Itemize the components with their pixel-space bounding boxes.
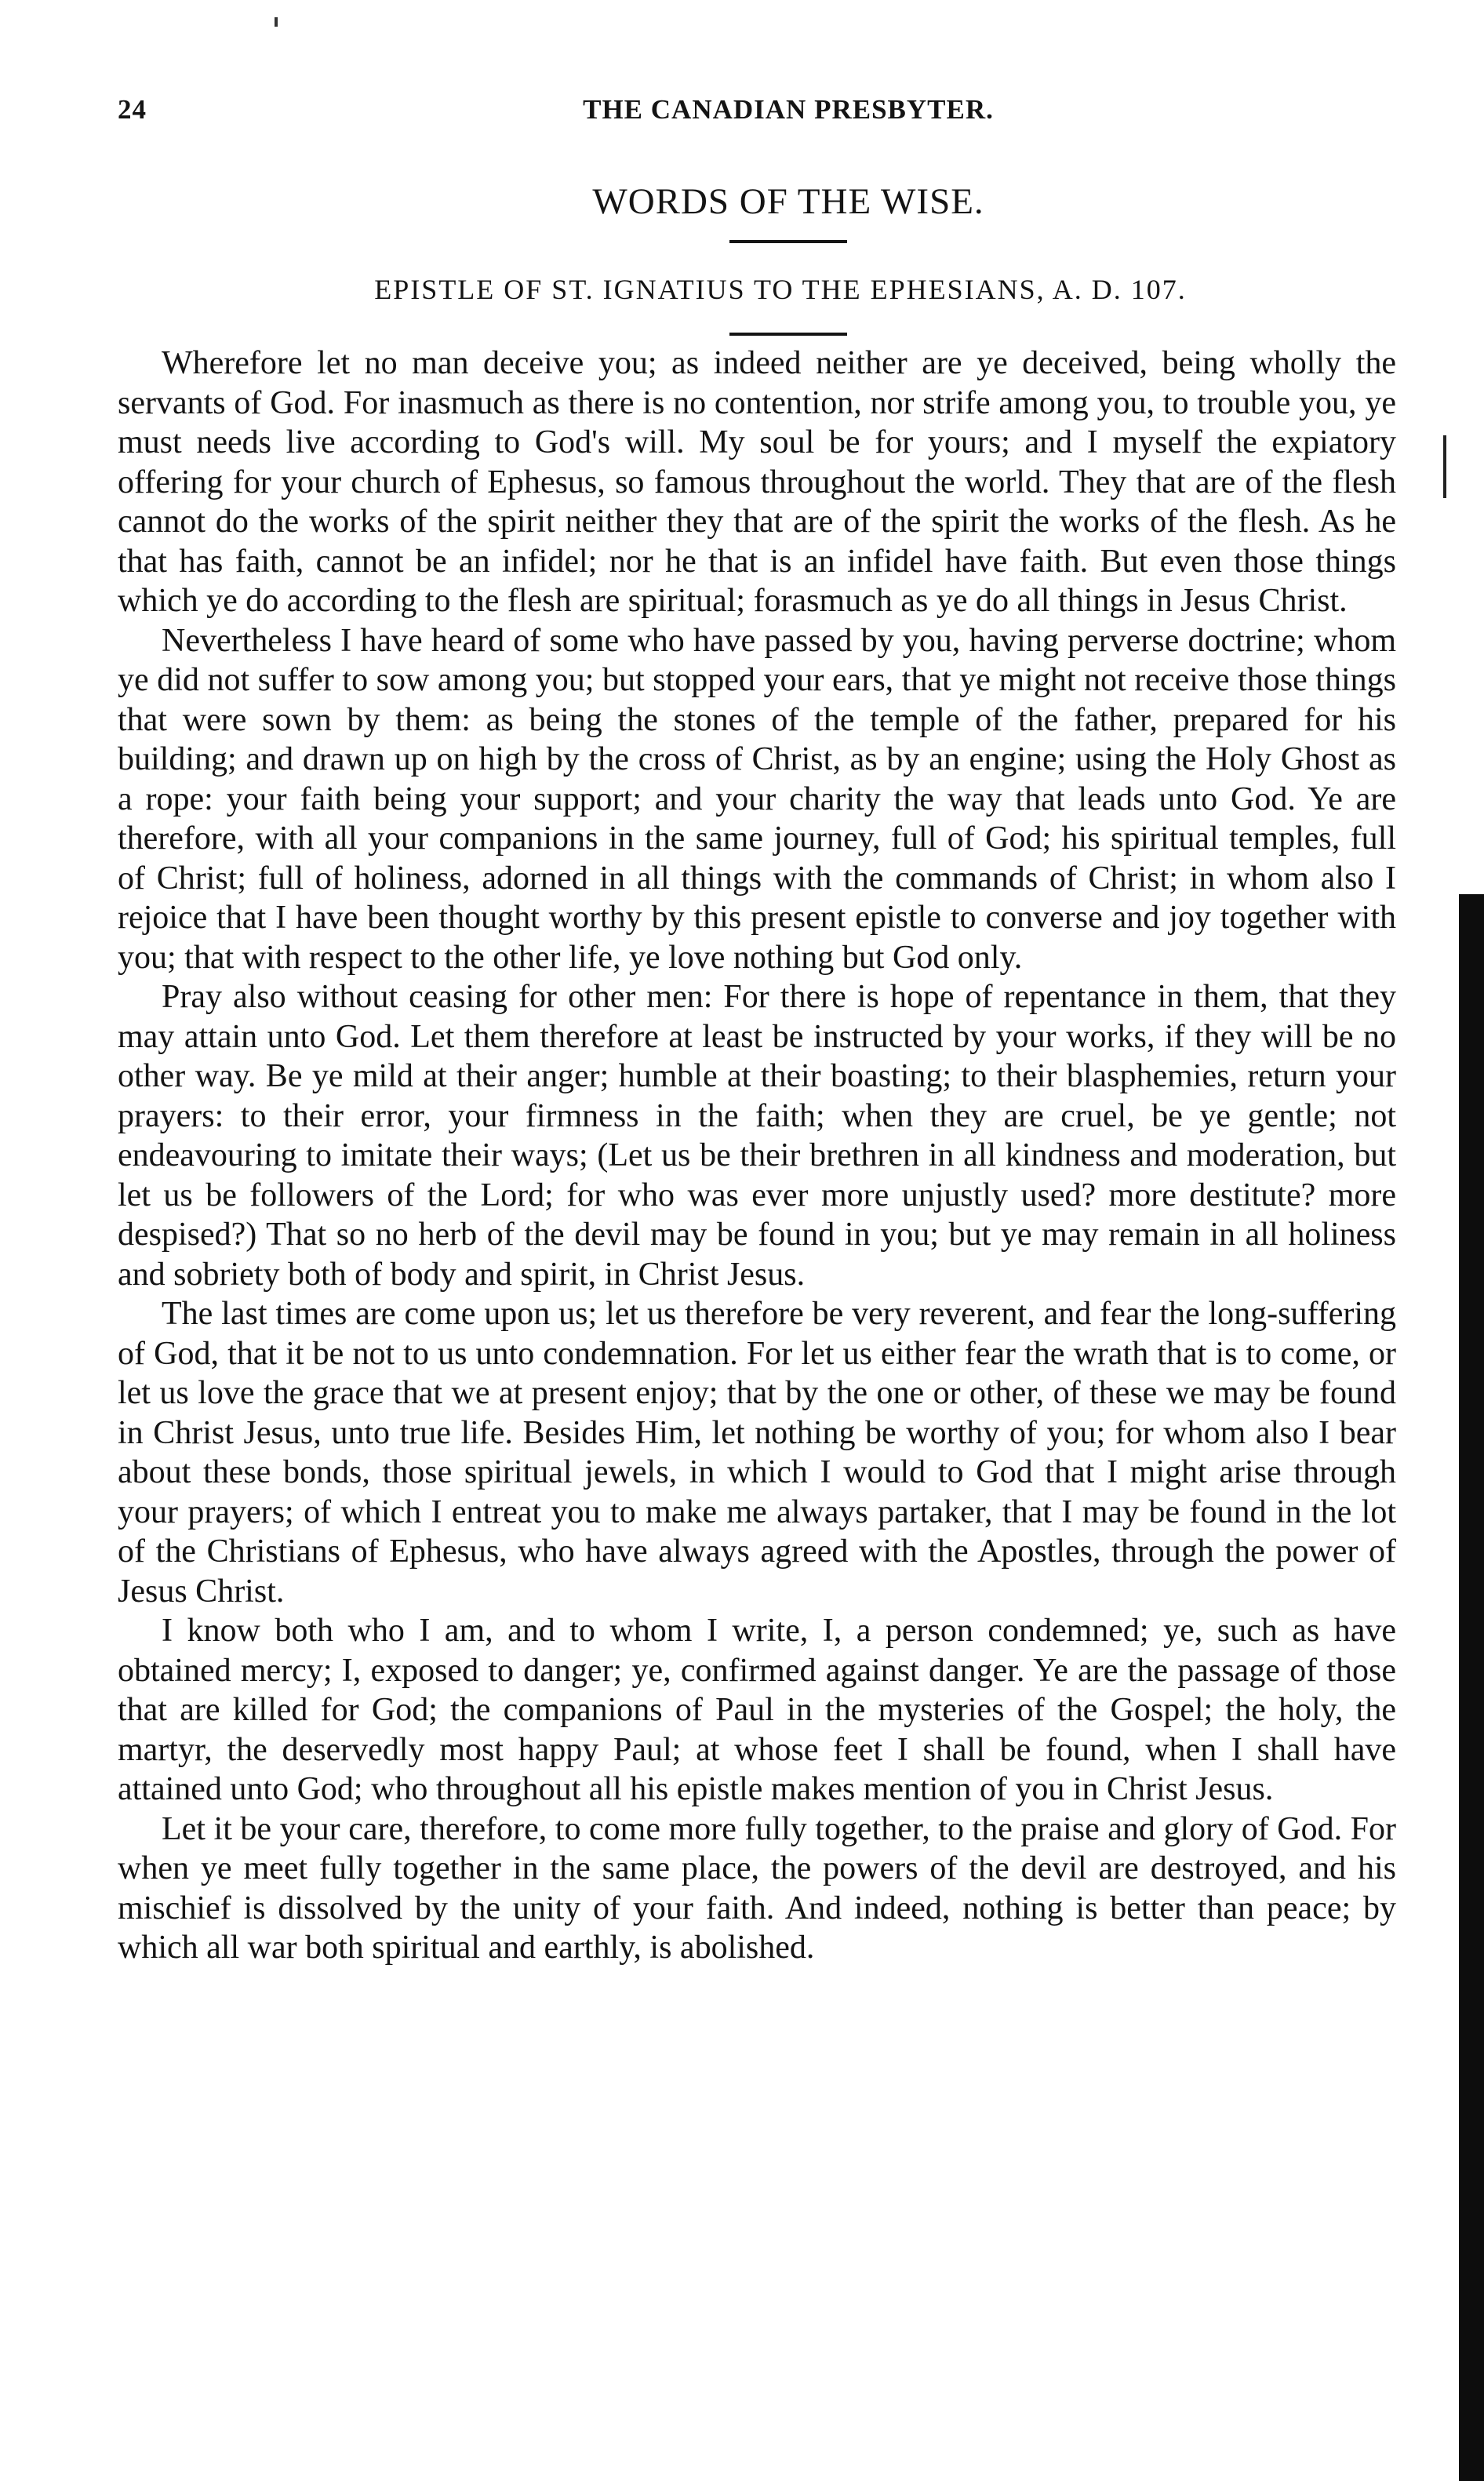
margin-mark: [1443, 435, 1446, 498]
article-title: EPISTLE OF ST. IGNATIUS TO THE EPHESIANS, A. D. 107.: [374, 274, 1187, 305]
scan-speck: [275, 17, 278, 27]
paragraph: Nevertheless I have heard of some who have passed by you, having perverse doctrine; whom ye did not suffer to sow among you; but stopped your ears, that ye might not receive those things that were sown by them: as being the stones of the temple of the father, prepared for his building; and drawn up on high by the cross of Christ, as by an engine; using the Holy Ghost as a rope: your faith being your support; and your charity the way that leads unto God. Ye are therefore, with all your companions in the same journey, full of God; his spiritual temples, full of Christ; full of holiness, adorned in all things with the commands of Christ; in whom also I rejoice that I have been thought worthy by this present epistle to converse and joy together with you; that with respect to the other life, ye love nothing but God only.: [118, 622, 1396, 976]
divider-rule: [729, 240, 847, 243]
page: [118, 94, 1396, 2439]
paragraph: Wherefore let no man deceive you; as indeed neither are ye deceived, being wholly the servants of God. For inasmuch as there is no contention, nor strife among you, to trouble you, ye must needs live according to God's will. My soul be for yours; and I myself the expiatory offering for your church of Ephesus, so famous throughout the world. They that are of the flesh cannot do the works of the spirit neither they that are of the spirit the works of the flesh. As he that has faith, cannot be an infidel; nor he that is an infidel have faith. But even those things which ye do according to the flesh are spiritual; forasmuch as ye do all things in Jesus Christ.: [118, 345, 1396, 619]
scan-page-edge: [1459, 894, 1484, 2481]
page-number: 24: [118, 94, 147, 125]
paragraph: Pray also without ceasing for other men: For there is hope of repentance in them, that they may attain unto God. Let them therefore at least be instructed by your works, if they will be no other way. Be ye mild at their anger; humble at their boasting; to their blasphemies, return your prayers: to their error, your firmness in the faith; when they are cruel, be ye gentle; not endeavouring to imitate their ways; (Let us be their brethren in all kindness and moderation, but let us be followers of the Lord; for who was ever more unjustly used? more destitute? more despised?) That so no herb of the devil may be found in you; but ye may remain in all holiness and sobriety both of body and spirit, in Christ Jesus.: [118, 979, 1396, 1293]
article-body: [118, 344, 1396, 1968]
running-head: [118, 94, 1396, 141]
paragraph: The last times are come upon us; let us therefore be very reverent, and fear the long-suffering of God, that it be not to us unto condemnation. For let us either fear the wrath that is to come, or let us love the grace that we at present enjoy; that by the one or other, of these we may be found in Christ Jesus, unto true life. Besides Him, let nothing be worthy of you; for whom also I bear about these bonds, those spiritual jewels, in which I would to God that I might arise through your prayers; of which I entreat you to make me always partaker, that I may be found in the lot of the Christians of Ephesus, who have always agreed with the Apostles, through the power of Jesus Christ.: [118, 1296, 1396, 1610]
section-title: WORDS OF THE WISE.: [592, 181, 984, 222]
journal-title: THE CANADIAN PRESBYTER.: [583, 94, 994, 125]
paragraph: I know both who I am, and to whom I write, I, a person condemned; ye, such as have obtained mercy; I, exposed to danger; ye, confirmed against danger. Ye are the passage of those that are killed for God; the companions of Paul in the mysteries of the Gospel; the holy, the martyr, the deservedly most happy Paul; at whose feet I shall be found, when I shall have attained unto God; who throughout all his epistle makes mention of you in Christ Jesus.: [118, 1613, 1396, 1807]
paragraph: Let it be your care, therefore, to come more fully together, to the praise and glory of God. For when ye meet fully together in the same place, the powers of the devil are destroyed, and his mischief is dissolved by the unity of your faith. And indeed, nothing is better than peace; by which all war both spiritual and earthly, is abolished.: [118, 1810, 1396, 1966]
divider-rule: [729, 333, 847, 336]
